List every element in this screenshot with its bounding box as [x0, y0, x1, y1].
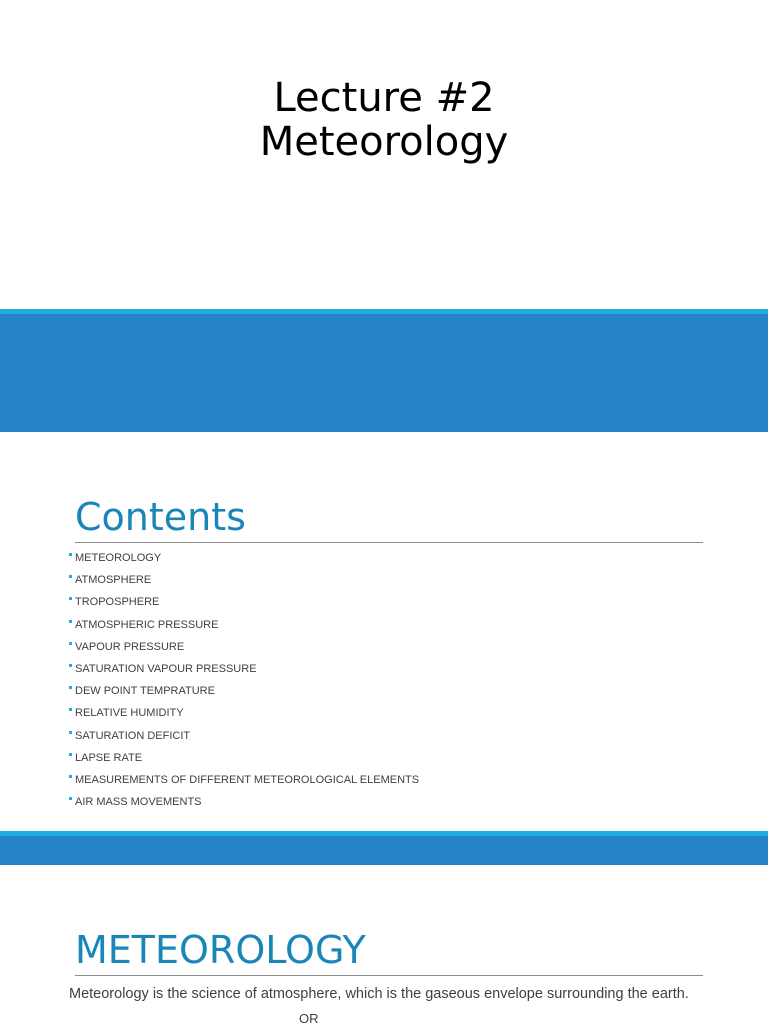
contents-item: [69, 549, 419, 571]
contents-item: [69, 616, 419, 638]
bullet-icon: [69, 797, 72, 800]
contents-item: [69, 593, 419, 615]
bullet-icon: [69, 553, 72, 556]
contents-item: [69, 793, 419, 815]
contents-item-label: VAPOUR PRESSURE: [75, 640, 185, 653]
bullet-icon: [69, 753, 72, 756]
contents-item-label: AIR MASS MOVEMENTS: [75, 796, 202, 809]
contents-item: [69, 704, 419, 726]
slide-divider-band: [0, 831, 768, 865]
contents-item: [69, 682, 419, 704]
contents-item: [69, 771, 419, 793]
bullet-icon: [69, 597, 72, 600]
bullet-icon: [69, 642, 72, 645]
bullet-icon: [69, 731, 72, 734]
contents-item-label: LAPSE RATE: [75, 751, 143, 764]
contents-item-label: ATMOSPHERE: [75, 574, 152, 587]
bullet-icon: [69, 775, 72, 778]
meteorology-heading-rule: [75, 975, 703, 976]
contents-item-label: METEOROLOGY: [75, 552, 162, 564]
contents-item: [69, 727, 419, 749]
meteorology-definition: Meteorology is the science of atmosphere, which is the gaseous envelope surrounding the earth.: [69, 986, 689, 1002]
contents-item-label: RELATIVE HUMIDITY: [75, 707, 184, 720]
meteorology-heading: METEOROLOGY: [75, 928, 366, 972]
contents-item: [69, 571, 419, 593]
contents-item-label: TROPOSPHERE: [75, 596, 160, 609]
or-text: OR: [299, 1011, 319, 1024]
contents-item: [69, 660, 419, 682]
bullet-icon: [69, 708, 72, 711]
contents-item-label: ATMOSPHERIC PRESSURE: [75, 618, 219, 631]
contents-item-label: SATURATION VAPOUR PRESSURE: [75, 662, 257, 675]
slide-divider-band: [0, 309, 768, 432]
slide-title-line-2: Meteorology: [259, 119, 509, 165]
bullet-icon: [69, 620, 72, 623]
bullet-icon: [69, 664, 72, 667]
contents-item-label: DEW POINT TEMPRATURE: [75, 685, 215, 698]
contents-list: [69, 549, 419, 815]
slide-title-line-1: Lecture #2: [273, 75, 495, 121]
slide-title: [0, 76, 768, 164]
bullet-icon: [69, 686, 72, 689]
contents-item: [69, 638, 419, 660]
contents-item: [69, 749, 419, 771]
contents-heading-rule: [75, 542, 703, 543]
contents-item-label: MEASUREMENTS OF DIFFERENT METEOROLOGICAL ELEMENTS: [75, 773, 420, 786]
bullet-icon: [69, 575, 72, 578]
contents-heading: Contents: [75, 495, 246, 539]
contents-item-label: SATURATION DEFICIT: [75, 729, 191, 742]
